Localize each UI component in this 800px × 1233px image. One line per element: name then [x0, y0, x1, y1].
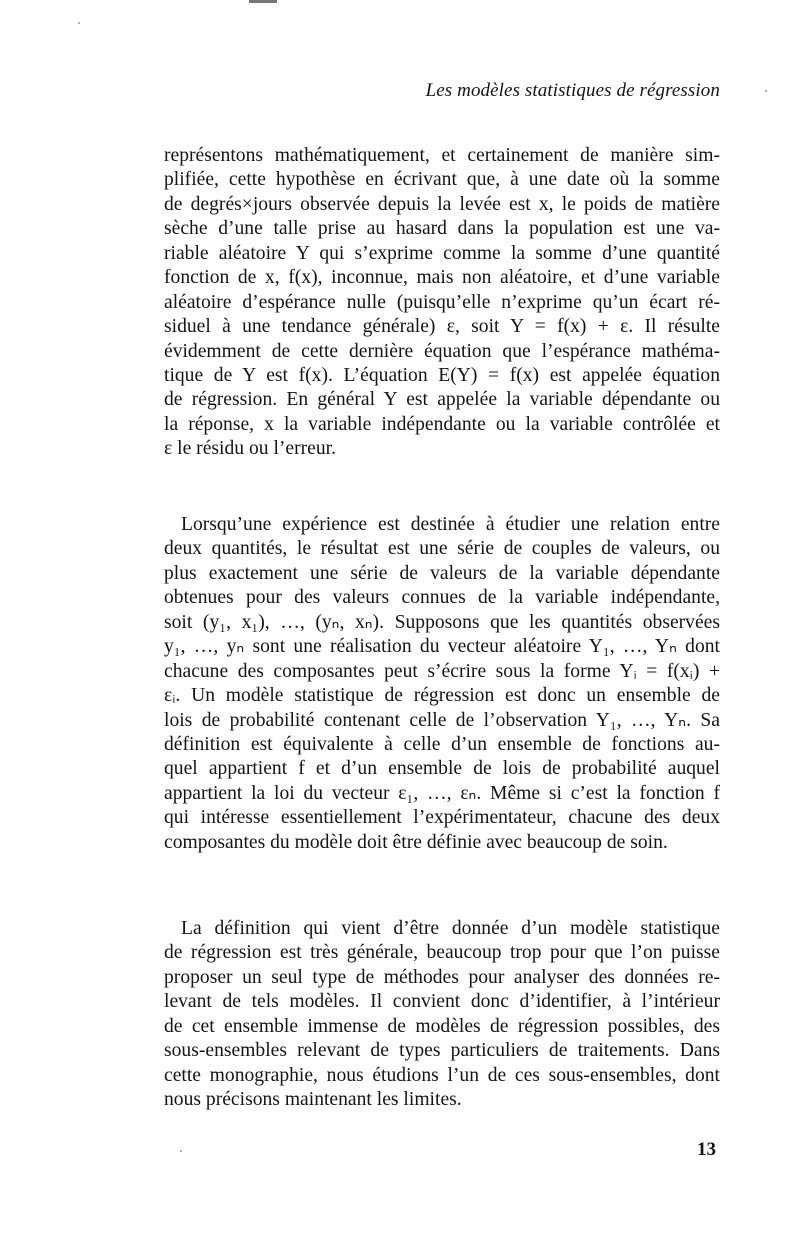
scan-edge-mark: [249, 0, 277, 3]
text-line: obtenues pour des valeurs connues de la variable indépendante,: [164, 587, 720, 609]
paragraph-1: [164, 144, 720, 462]
scan-speck: [180, 1150, 182, 1152]
text-line: cette monographie, nous étudions l’un de ces sous-ensembles, dont: [164, 1064, 720, 1086]
text-line: sous-ensembles relevant de types particuliers de traitements. Dans: [164, 1040, 720, 1062]
text-line: définition est équivalente à celle d’un ensemble de fonctions au-: [164, 733, 720, 755]
text-line: tique de Y est f(x). L’équation E(Y) = f(x) est appelée équation: [164, 364, 720, 386]
text-line: appartient la loi du vecteur ε₁, …, εₙ. Même si c’est la fonction f: [164, 782, 720, 804]
text-line: de régression est très générale, beaucoup trop pour que l’on puisse: [164, 942, 720, 964]
text-line: sèche d’une talle prise au hasard dans la population est une va-: [164, 218, 720, 240]
text-line: εᵢ. Un modèle statistique de régression est donc un ensemble de: [164, 685, 720, 707]
text-line: soit (y₁, x₁), …, (yₙ, xₙ). Supposons que les quantités observées: [164, 611, 720, 633]
scan-speck: [78, 22, 80, 24]
text-line: évidemment de cette dernière équation que l’espérance mathéma-: [164, 340, 720, 362]
text-line: de cet ensemble immense de modèles de régression possibles, des: [164, 1015, 720, 1037]
scan-speck: [765, 90, 767, 92]
text-line: aléatoire d’espérance nulle (puisqu’elle n’exprime qu’un écart ré-: [164, 291, 720, 313]
text-line: plus exactement une série de valeurs de la variable dépendante: [164, 562, 720, 584]
text-line: de degrés×jours observée depuis la levée est x, le poids de matière: [164, 193, 720, 215]
text-line: nous précisons maintenant les limites.: [164, 1089, 462, 1111]
text-line: siduel à une tendance générale) ε, soit Y = f(x) + ε. Il résulte: [164, 316, 720, 338]
text-line: représentons mathématiquement, et certainement de manière sim-: [164, 145, 720, 166]
page-number: 13: [697, 1139, 716, 1160]
text-line: lois de probabilité contenant celle de l’observation Y₁, …, Yₙ. Sa: [164, 709, 720, 731]
text-line: y₁, …, yₙ sont une réalisation du vecteur aléatoire Y₁, …, Yₙ dont: [164, 636, 720, 658]
text-line: levant de tels modèles. Il convient donc d’identifier, à l’intérieur: [164, 991, 720, 1013]
text-line: quel appartient f et d’un ensemble de lois de probabilité auquel: [164, 758, 720, 780]
text-line: ε le résidu ou l’erreur.: [164, 438, 336, 460]
running-head: Les modèles statistiques de régression: [425, 80, 720, 101]
text-line: qui intéresse essentiellement l’expérimentateur, chacune des deux: [164, 807, 720, 829]
text-line: riable aléatoire Y qui s’exprime comme la somme d’une quantité: [164, 242, 720, 264]
text-line: chacune des composantes peut s’écrire sous la forme Yᵢ = f(xᵢ) +: [164, 660, 720, 682]
text-line: deux quantités, le résultat est une série de couples de valeurs, ou: [164, 538, 720, 560]
text-line: la réponse, x la variable indépendante ou la variable contrôlée et: [164, 413, 720, 435]
text-line: composantes du modèle doit être définie avec beaucoup de soin.: [164, 831, 668, 853]
text-line: proposer un seul type de méthodes pour analyser des données re-: [164, 966, 720, 988]
text-line: La définition qui vient d’être donnée d’un modèle statistique: [181, 918, 720, 939]
text-line: Lorsqu’une expérience est destinée à étudier une relation entre: [181, 514, 720, 535]
paragraph-2: [164, 513, 720, 855]
text-line: fonction de x, f(x), inconnue, mais non aléatoire, et d’une variable: [164, 267, 720, 289]
text-line: plifiée, cette hypothèse en écrivant que, à une date où la somme: [164, 169, 720, 191]
paragraph-3: [164, 917, 720, 1113]
text-line: de régression. En général Y est appelée la variable dépendante ou: [164, 389, 720, 411]
